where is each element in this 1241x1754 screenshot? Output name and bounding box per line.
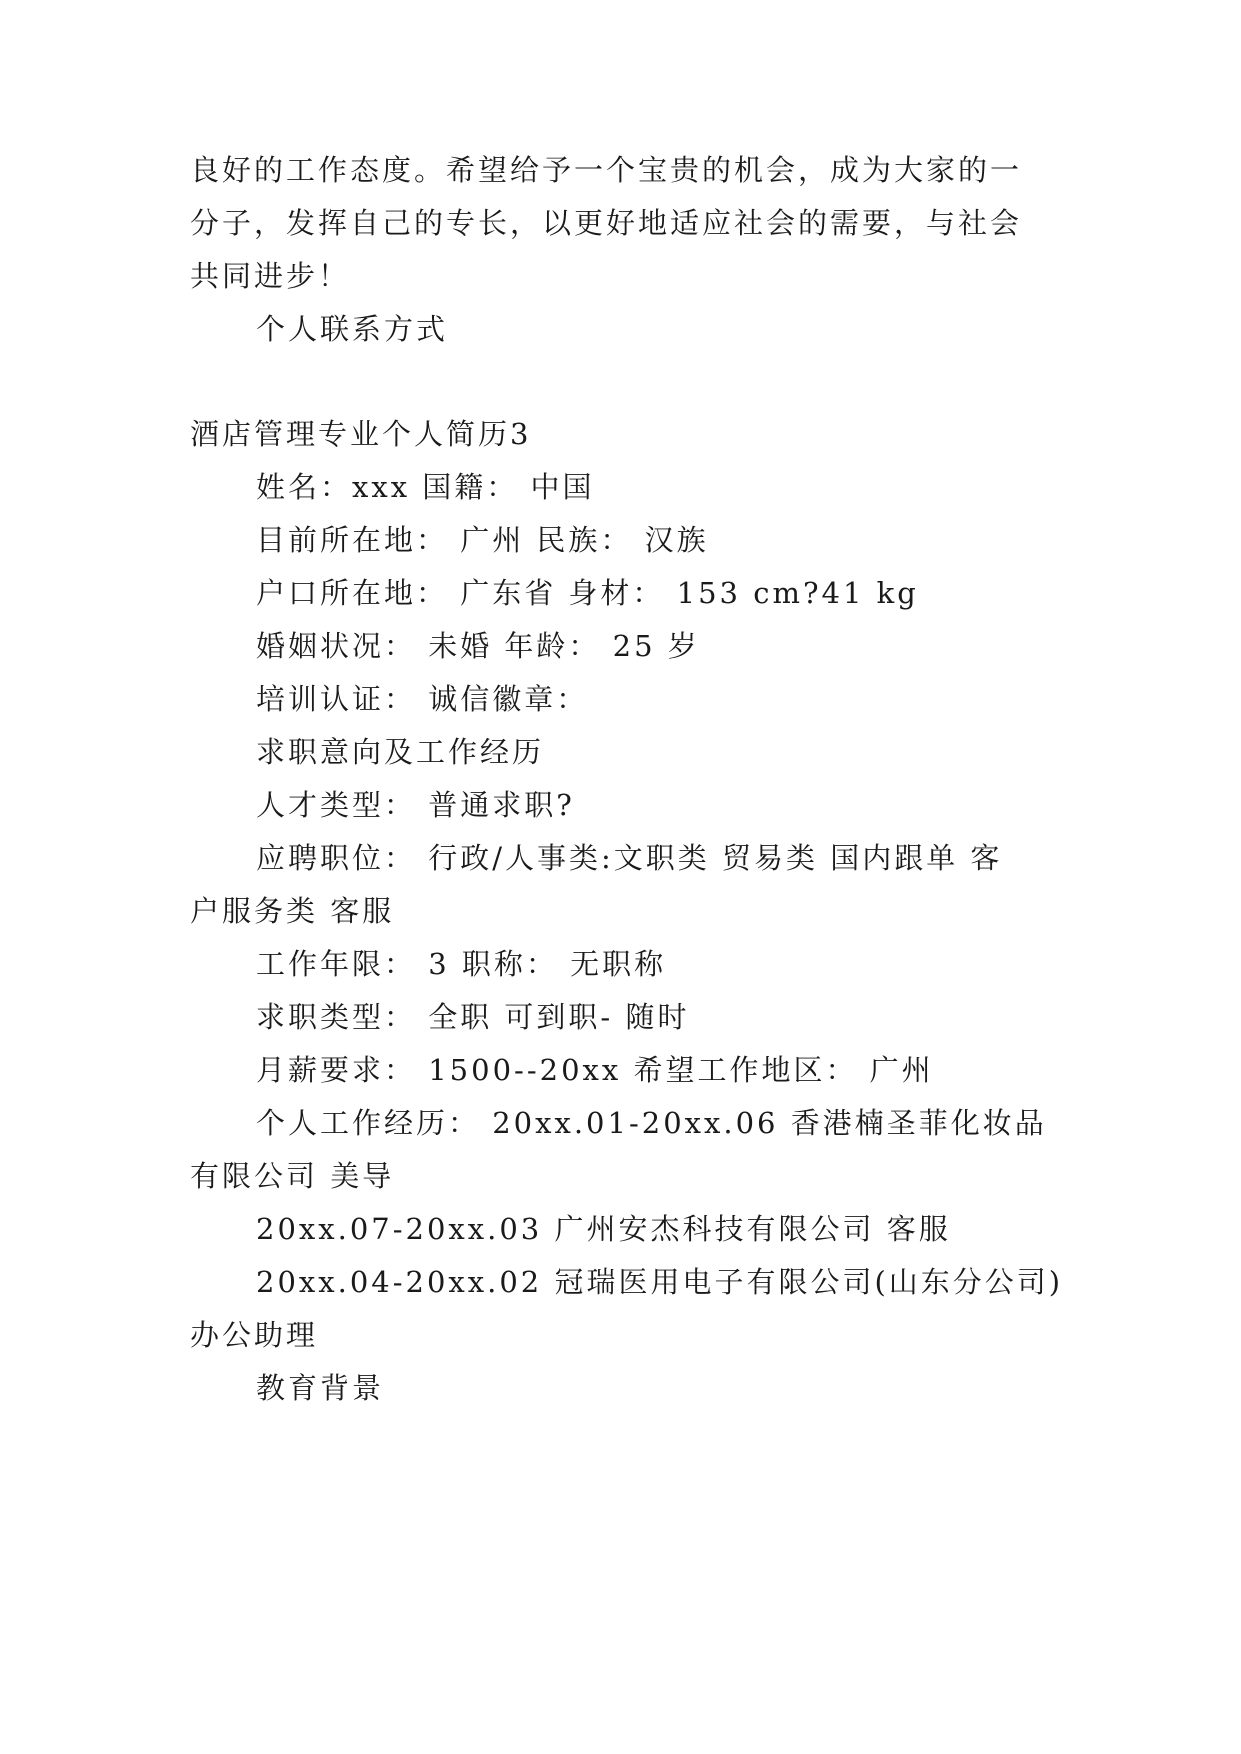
field-line: 户口所在地： 广东省 身材： 153 cm?41 kg (256, 576, 919, 610)
paragraph-line: 共同进步！ (190, 259, 351, 293)
document-title: 酒店管理专业个人简历3 (190, 417, 532, 451)
field-line: 求职类型： 全职 可到职- 随时 (256, 1000, 690, 1034)
field-line: 工作年限： 3 职称： 无职称 (256, 947, 667, 981)
section-heading: 个人联系方式 (256, 312, 449, 346)
field-line: 目前所在地： 广州 民族： 汉族 (256, 523, 709, 557)
paragraph-line: 良好的工作态度。希望给予一个宝贵的机会，成为大家的一 (190, 153, 1023, 187)
field-line: 培训认证： 诚信徽章： (256, 682, 589, 716)
field-line-continuation: 户服务类 客服 (190, 894, 395, 928)
section-heading: 求职意向及工作经历 (256, 735, 545, 769)
work-history-continuation: 有限公司 美导 (190, 1159, 395, 1193)
work-history-line: 个人工作经历： 20xx.01-20xx.06 香港楠圣菲化妆品 (256, 1106, 1047, 1140)
field-line: 应聘职位： 行政/人事类:文职类 贸易类 国内跟单 客 (256, 841, 1003, 875)
field-line: 人才类型： 普通求职? (256, 788, 575, 822)
work-history-line: 20xx.04-20xx.02 冠瑞医用电子有限公司(山东分公司) (256, 1265, 1064, 1299)
work-history-continuation: 办公助理 (190, 1318, 319, 1352)
field-line: 姓名：xxx 国籍： 中国 (256, 470, 595, 504)
field-line: 婚姻状况： 未婚 年龄： 25 岁 (256, 629, 700, 663)
paragraph-line: 分子，发挥自己的专长，以更好地适应社会的需要，与社会 (190, 206, 1023, 240)
work-history-line: 20xx.07-20xx.03 广州安杰科技有限公司 客服 (256, 1212, 951, 1246)
section-heading: 教育背景 (256, 1371, 385, 1405)
field-line: 月薪要求： 1500--20xx 希望工作地区： 广州 (256, 1053, 934, 1087)
